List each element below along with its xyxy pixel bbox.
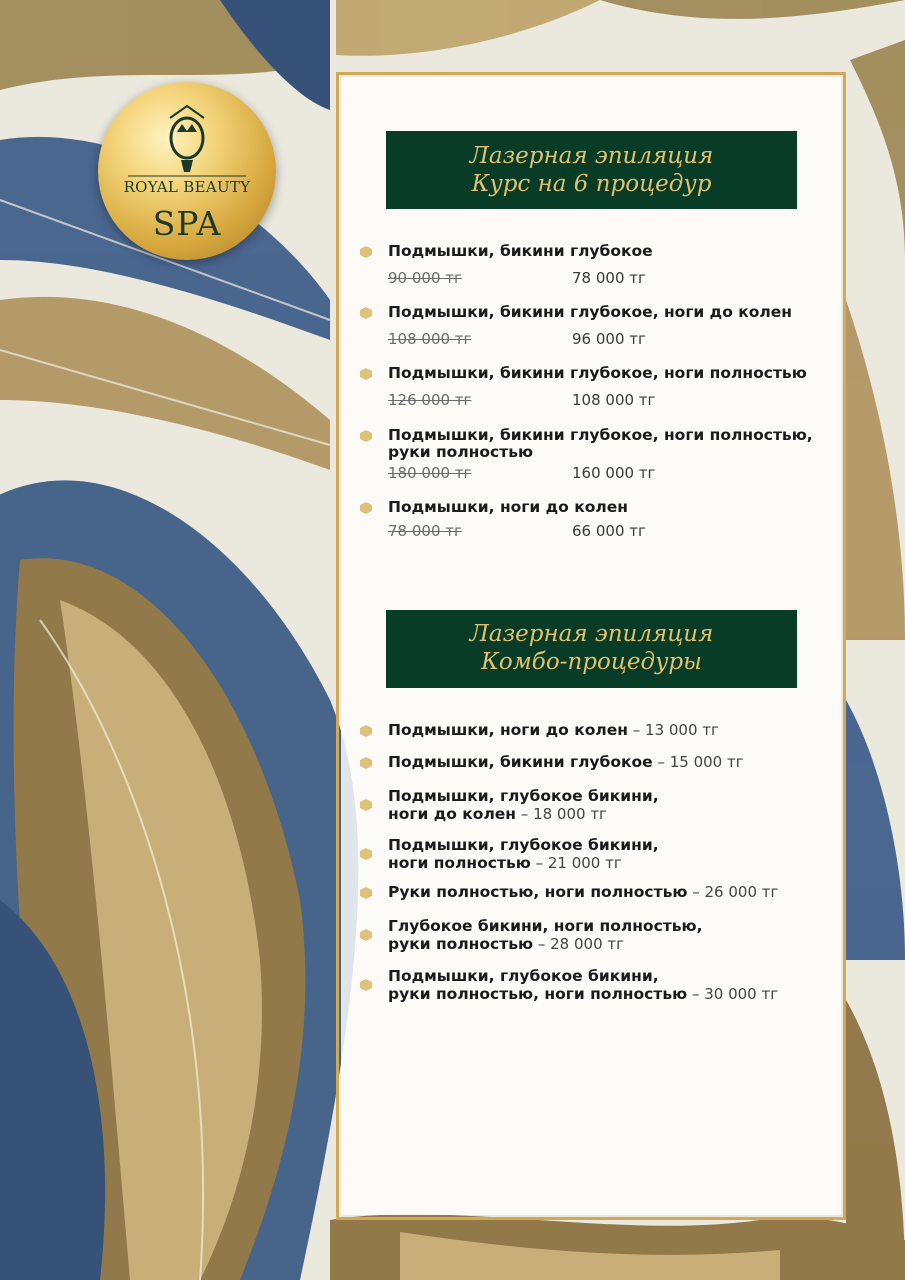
logo-spa-text: SPA — [152, 204, 222, 243]
section-header-combo — [386, 610, 797, 688]
item-old-price: 78 000 тг — [388, 522, 462, 540]
combo-name: Подмышки, ноги до колен — [388, 721, 628, 739]
combo-name-line1: Подмышки, глубокое бикини, — [388, 787, 659, 805]
item-old-price: 180 000 тг — [388, 464, 472, 482]
section-title-line2: Курс на 6 процедур — [471, 171, 712, 197]
combo-name-line1: Глубокое бикини, ноги полностью, — [388, 917, 703, 935]
combo-name-line2: руки полностью — [388, 935, 534, 953]
section-title-line1: Лазерная эпиляция — [469, 143, 714, 169]
combo-name-line2: ноги полностью — [388, 854, 531, 872]
item-name: Подмышки, ноги до колен — [388, 498, 628, 516]
item-name: Подмышки, бикини глубокое, ноги до колен — [388, 303, 792, 321]
item-old-price: 108 000 тг — [388, 330, 472, 348]
item-old-price: 126 000 тг — [388, 391, 472, 409]
combo-price: – 13 000 тг — [627, 721, 719, 739]
combo-price: – 30 000 тг — [687, 985, 779, 1003]
item-new-price: 96 000 тг — [572, 330, 646, 348]
combo-name-line1: Подмышки, глубокое бикини, — [388, 967, 659, 985]
combo-name: Руки полностью, ноги полностью — [388, 883, 688, 901]
item-name: Подмышки, бикини глубокое, ноги полностью — [388, 364, 807, 382]
section-title-line2: Комбо-процедуры — [481, 649, 702, 675]
section-title-line1: Лазерная эпиляция — [469, 621, 714, 647]
combo-name-line2: ноги до колен — [388, 805, 517, 823]
item-new-price: 160 000 тг — [572, 464, 656, 482]
item-new-price: 66 000 тг — [572, 522, 646, 540]
section-header-course — [386, 131, 797, 209]
combo-name-line1: Подмышки, глубокое бикини, — [388, 836, 659, 854]
combo-name: Подмышки, бикини глубокое — [388, 753, 653, 771]
combo-price: – 18 000 тг — [516, 805, 607, 823]
item-name: Подмышки, бикини глубокое — [388, 242, 653, 260]
logo-brand-name: ROYAL BEAUTY — [123, 178, 251, 196]
item-name-line1: Подмышки, бикини глубокое, ноги полностью, — [388, 426, 813, 444]
item-new-price: 108 000 тг — [572, 391, 656, 409]
royal-beauty-spa-logo — [98, 82, 276, 260]
item-new-price: 78 000 тг — [572, 269, 646, 287]
combo-price: – 28 000 тг — [533, 935, 625, 953]
item-name-line2: руки полностью — [388, 443, 534, 461]
combo-price: – 15 000 тг — [652, 753, 744, 771]
item-old-price: 90 000 тг — [388, 269, 462, 287]
combo-price: – 26 000 тг — [687, 883, 779, 901]
combo-price: – 21 000 тг — [530, 854, 622, 872]
combo-name-line2: руки полностью, ноги полностью — [388, 985, 688, 1003]
